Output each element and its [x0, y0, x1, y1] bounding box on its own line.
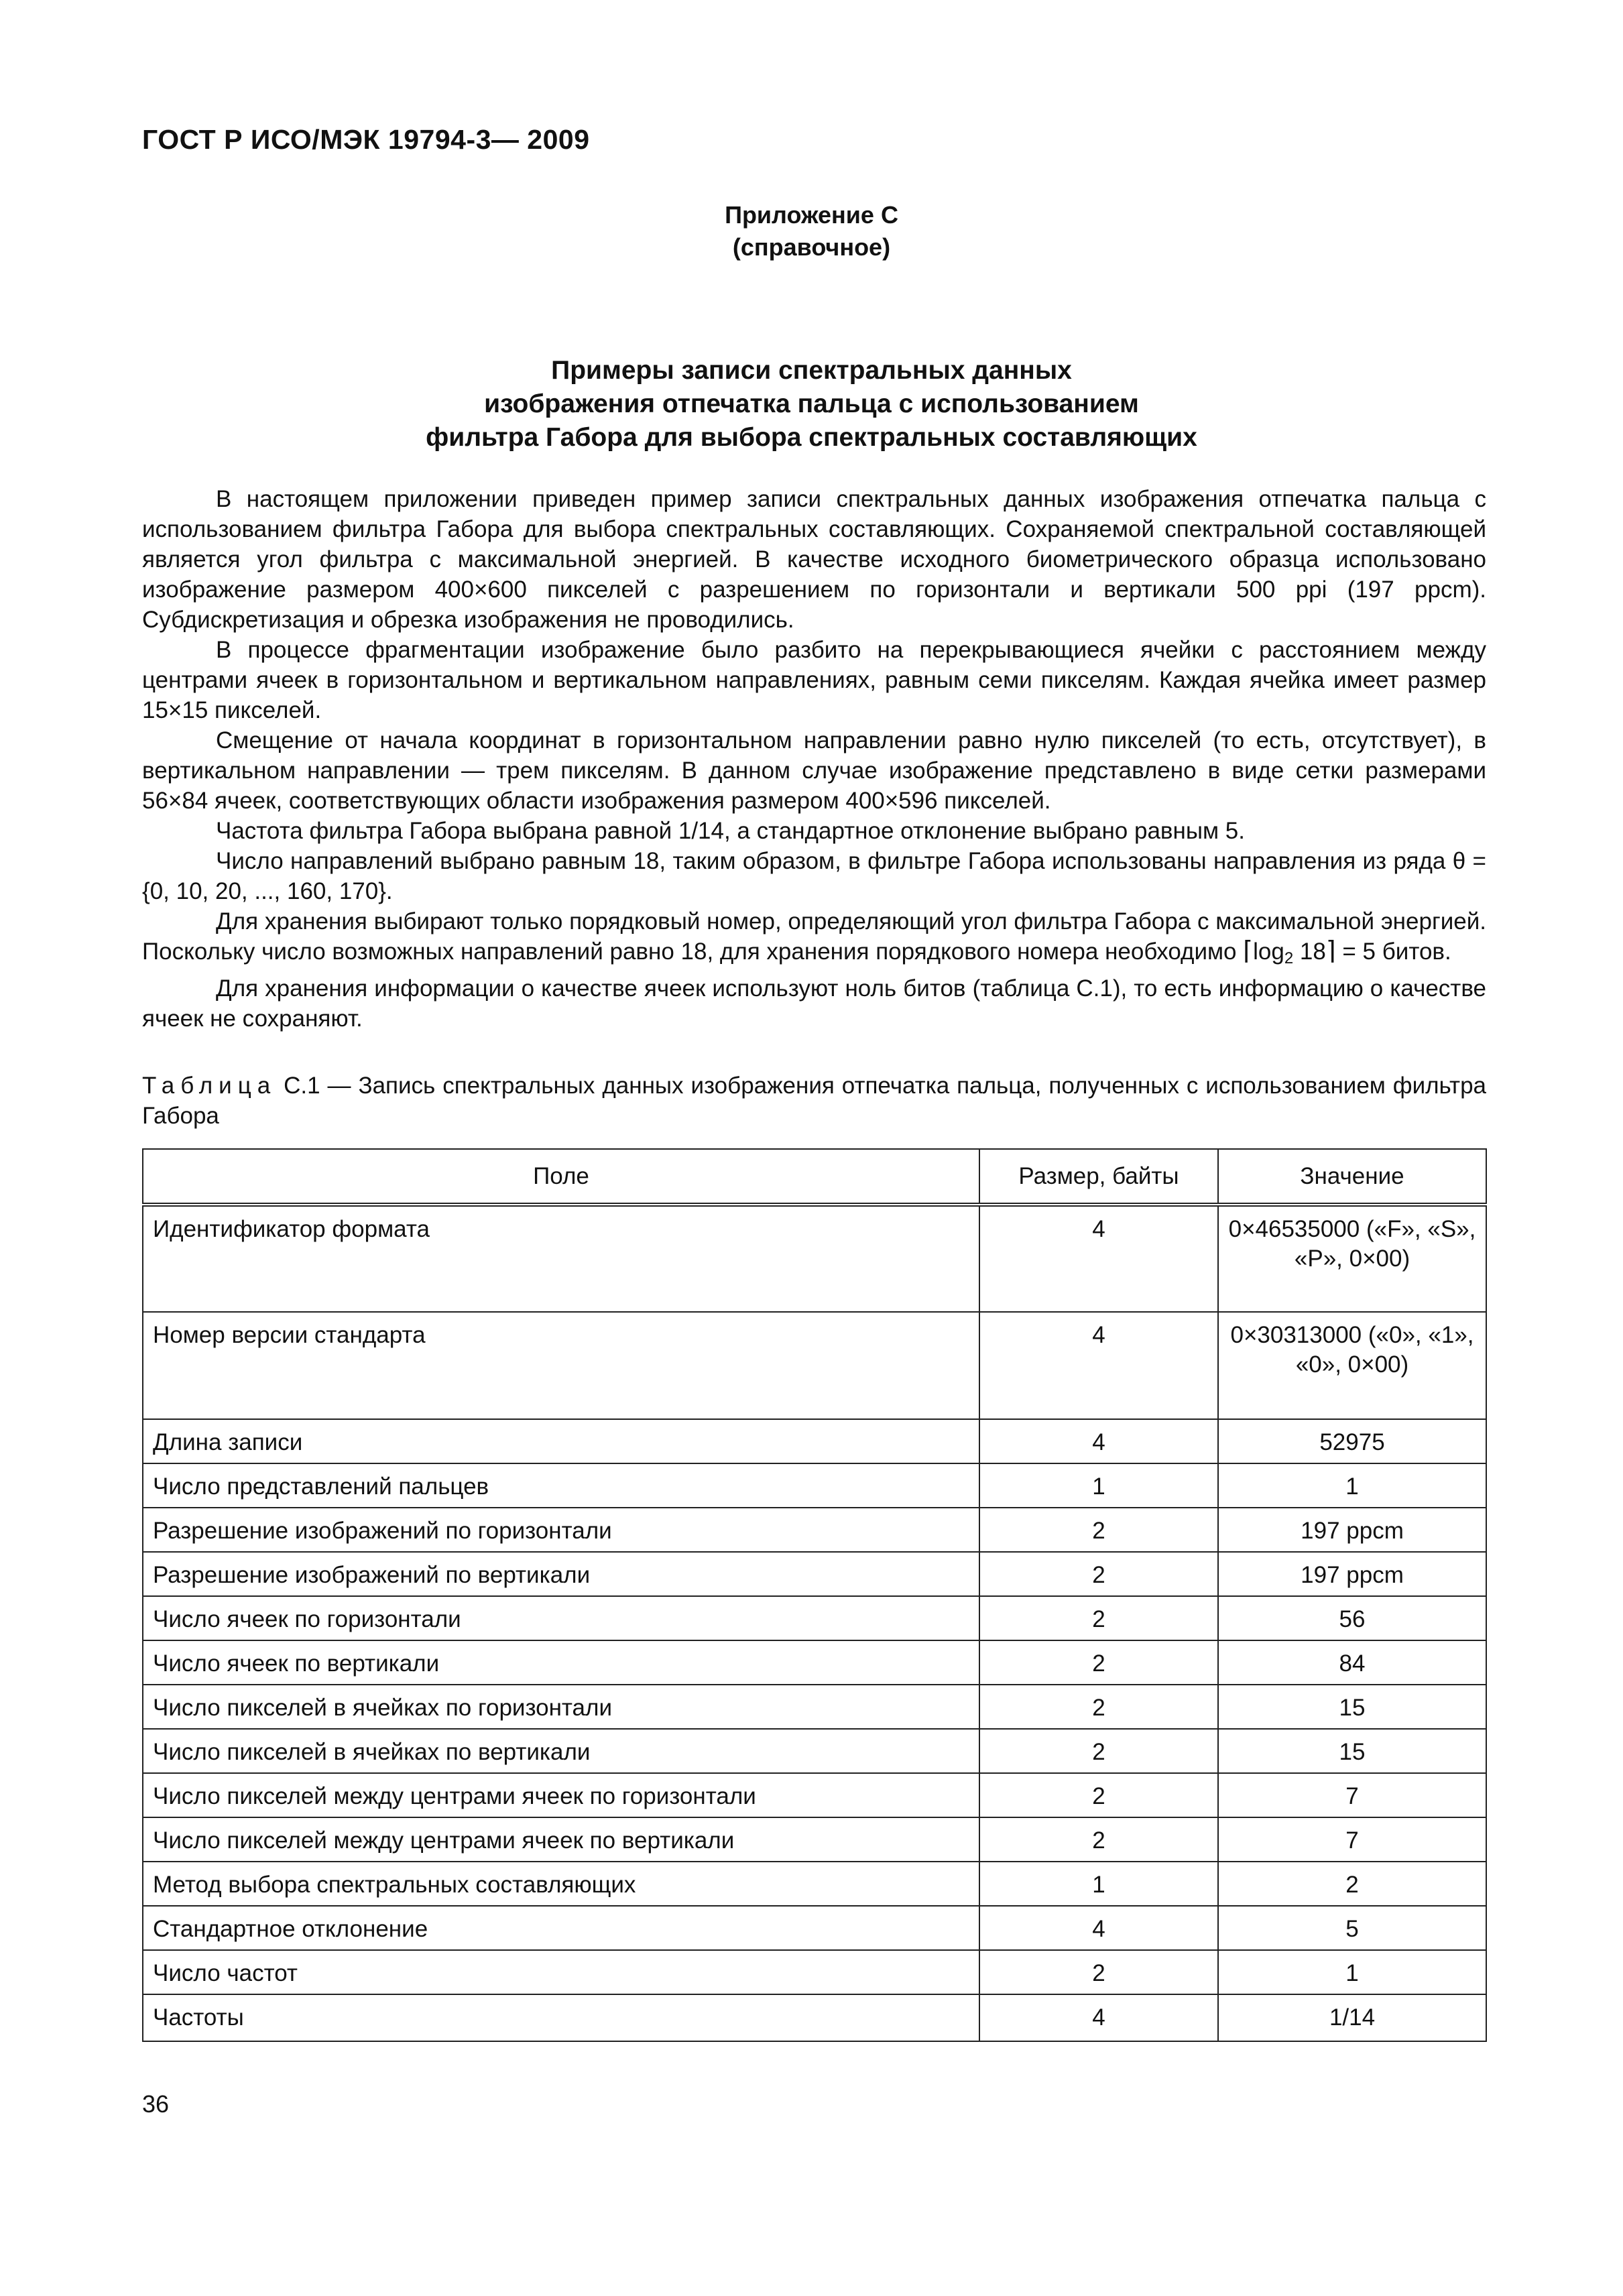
section-title-line: Примеры записи спектральных данных: [551, 356, 1072, 385]
cell-field: Число пикселей в ячейках по горизонтали: [143, 1685, 979, 1729]
cell-value: 197 ppcm: [1218, 1552, 1486, 1596]
cell-field: Число представлений пальцев: [143, 1463, 979, 1508]
table-row: [143, 1906, 1486, 1950]
cell-field: Номер версии стандарта: [143, 1312, 979, 1419]
cell-size: 2: [979, 1508, 1218, 1552]
cell-field: Частоты: [143, 1994, 979, 2041]
table-caption-text: С.1 — Запись спектральных данных изображения отпечатка пальца, полученных с использованием фильтра Габора: [142, 1073, 1486, 1129]
cell-size: 1: [979, 1463, 1218, 1508]
paragraph: В настоящем приложении приведен пример записи спектральных данных изображения отпечатка пальца с использованием фильтра Габора для выбора спектральных составляющих. Сохраняемой спектральной составляющей является угол фильтра с максимальной энергией. В качестве исходного биометрического образца использовано изображение размером 400×600 пикселей с разрешением по горизонтали и вертикали 500 ppi (197 ppcm). Субдискретизация и обрезка изображения не проводились.: [142, 486, 1486, 633]
cell-field: Число пикселей между центрами ячеек по вертикали: [143, 1817, 979, 1862]
cell-size: 2: [979, 1685, 1218, 1729]
document-header: ГОСТ Р ИСО/МЭК 19794-3— 2009: [142, 124, 590, 155]
log-argument: 18: [1293, 939, 1326, 965]
paragraph: Число направлений выбрано равным 18, таким образом, в фильтре Габора использованы направления из ряда θ = {0, 10, 20, ..., 160, 170}.: [142, 848, 1486, 904]
paragraph: Частота фильтра Габора выбрана равной 1/14, а стандартное отклонение выбрано равным 5.: [216, 818, 1245, 844]
cell-size: 2: [979, 1729, 1218, 1773]
paragraph: В процессе фрагментации изображение было разбито на перекрывающиеся ячейки с расстоянием между центрами ячеек в горизонтальном и вертикальном направлениях, равным семи пикселям. Каждая ячейка имеет размер 15×15 пикселей.: [142, 637, 1486, 723]
table-row: [143, 1640, 1486, 1685]
cell-field: Число ячеек по горизонтали: [143, 1596, 979, 1640]
appendix-title: Приложение С: [725, 201, 898, 229]
cell-value: 7: [1218, 1817, 1486, 1862]
cell-field: Метод выбора спектральных составляющих: [143, 1862, 979, 1906]
cell-value: 15: [1218, 1729, 1486, 1773]
table-row: [143, 1773, 1486, 1817]
table-row: [143, 1312, 1486, 1419]
formula-result: = 5 битов.: [1335, 939, 1451, 965]
cell-size: 1: [979, 1862, 1218, 1906]
section-title-line: изображения отпечатка пальца с использованием: [484, 389, 1139, 418]
table-caption-label: Таблица: [142, 1073, 277, 1099]
table-row: [143, 1205, 1486, 1312]
page-number: 36: [142, 2090, 170, 2118]
table-row: [143, 1596, 1486, 1640]
cell-size: 2: [979, 1640, 1218, 1685]
section-title: [0, 354, 1623, 455]
cell-field: Разрешение изображений по горизонтали: [143, 1508, 979, 1552]
paragraph: Смещение от начала координат в горизонтальном направлении равно нулю пикселей (то есть, отсутствует), в вертикальном направлении — трем пикселям. В данном случае изображение представлено в виде сетки размерами 56×84 ячеек, соответствующих области изображения размером 400×596 пикселей.: [142, 727, 1486, 814]
cell-field: Число частот: [143, 1950, 979, 1994]
body-text: [142, 484, 1486, 1034]
cell-field: Идентификатор формата: [143, 1205, 979, 1312]
cell-value: 1/14: [1218, 1994, 1486, 2041]
ceil-open-symbol: ⌈: [1243, 937, 1254, 965]
table-row: [143, 1862, 1486, 1906]
cell-value: 1: [1218, 1950, 1486, 1994]
log-base: 2: [1284, 949, 1294, 967]
table-row: [143, 1950, 1486, 1994]
cell-value: 15: [1218, 1685, 1486, 1729]
cell-field: Стандартное отклонение: [143, 1906, 979, 1950]
cell-value: 5: [1218, 1906, 1486, 1950]
cell-value: 84: [1218, 1640, 1486, 1685]
table-row: [143, 1552, 1486, 1596]
table-caption: [142, 1071, 1486, 1131]
cell-size: 2: [979, 1817, 1218, 1862]
table-row: [143, 1994, 1486, 2041]
cell-size: 4: [979, 1419, 1218, 1463]
cell-value: 0×46535000 («F», «S», «P», 0×00): [1218, 1205, 1486, 1312]
cell-value: 197 ppcm: [1218, 1508, 1486, 1552]
section-title-line: фильтра Габора для выбора спектральных составляющих: [426, 423, 1197, 452]
cell-size: 4: [979, 1994, 1218, 2041]
cell-field: Число пикселей в ячейках по вертикали: [143, 1729, 979, 1773]
cell-size: 2: [979, 1950, 1218, 1994]
table-row: [143, 1685, 1486, 1729]
cell-field: Длина записи: [143, 1419, 979, 1463]
cell-size: 2: [979, 1596, 1218, 1640]
cell-field: Число пикселей между центрами ячеек по горизонтали: [143, 1773, 979, 1817]
cell-size: 4: [979, 1312, 1218, 1419]
cell-value: 0×30313000 («0», «1», «0», 0×00): [1218, 1312, 1486, 1419]
cell-field: Разрешение изображений по вертикали: [143, 1552, 979, 1596]
appendix-subtitle: (справочное): [732, 233, 891, 261]
table-row: [143, 1463, 1486, 1508]
paragraph-text: Для хранения выбирают только порядковый номер, определяющий угол фильтра Габора с максимальной энергией. Поскольку число возможных направлений равно 18, для хранения порядкового номера необходимо: [142, 908, 1486, 965]
paragraph-ceil-formula: [142, 906, 1486, 973]
ceil-close-symbol: ⌉: [1325, 937, 1336, 965]
cell-value: 2: [1218, 1862, 1486, 1906]
cell-size: 2: [979, 1552, 1218, 1596]
column-header-field: Поле: [143, 1149, 979, 1205]
cell-field: Число ячеек по вертикали: [143, 1640, 979, 1685]
column-header-size: Размер, байты: [979, 1149, 1218, 1205]
table-header-row: [143, 1149, 1486, 1205]
cell-size: 4: [979, 1205, 1218, 1312]
table-row: [143, 1729, 1486, 1773]
table-row: [143, 1817, 1486, 1862]
cell-size: 2: [979, 1773, 1218, 1817]
cell-size: 4: [979, 1906, 1218, 1950]
cell-value: 56: [1218, 1596, 1486, 1640]
column-header-value: Значение: [1218, 1149, 1486, 1205]
cell-value: 1: [1218, 1463, 1486, 1508]
table-row: [143, 1508, 1486, 1552]
cell-value: 52975: [1218, 1419, 1486, 1463]
table-row: [143, 1419, 1486, 1463]
spectral-data-table: [142, 1148, 1487, 2042]
log-symbol: log: [1253, 939, 1284, 965]
paragraph: Для хранения информации о качестве ячеек используют ноль битов (таблица С.1), то есть информацию о качестве ячеек не сохраняют.: [142, 975, 1486, 1032]
cell-value: 7: [1218, 1773, 1486, 1817]
